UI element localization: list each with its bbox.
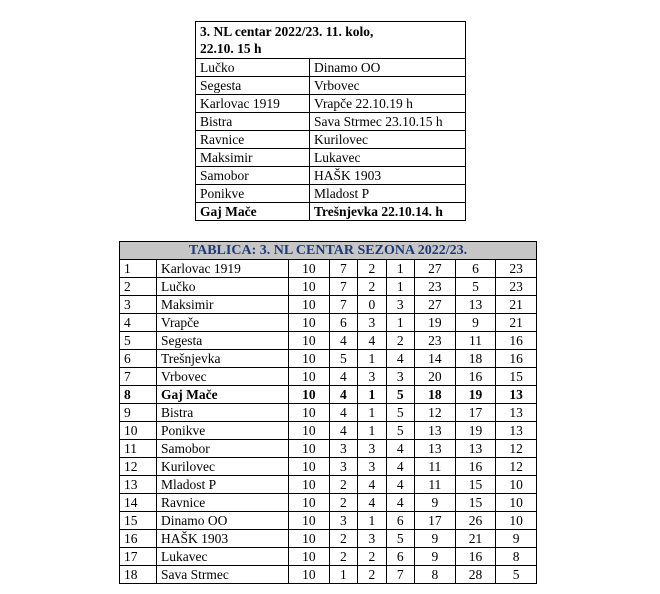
standings-goals-against: 21 [455, 530, 496, 548]
standings-drawn: 3 [358, 440, 386, 458]
standings-drawn: 1 [358, 404, 386, 422]
standings-team: Vrbovec [157, 368, 289, 386]
standings-goals-against: 19 [455, 386, 496, 404]
standings-goals-against: 13 [455, 296, 496, 314]
standings-lost: 1 [386, 278, 414, 296]
standings-position: 15 [120, 512, 157, 530]
fixture-away-team: HAŠK 1903 [310, 167, 466, 185]
standings-goals-for: 23 [415, 278, 456, 296]
standings-goals-against: 17 [455, 404, 496, 422]
standings-team: Sava Strmec [157, 566, 289, 584]
fixtures-body [196, 59, 466, 221]
standings-won: 6 [329, 314, 357, 332]
fixture-home-team: Ravnice [196, 131, 310, 149]
fixture-away-team: Mladost P [310, 185, 466, 203]
standings-drawn: 1 [358, 512, 386, 530]
standings-played: 10 [289, 404, 330, 422]
standings-goals-against: 16 [455, 368, 496, 386]
fixture-row [196, 167, 466, 185]
standings-drawn: 1 [358, 422, 386, 440]
standings-team: Ravnice [157, 494, 289, 512]
standings-lost: 1 [386, 260, 414, 278]
fixture-away-team: Vrbovec [310, 77, 466, 95]
fixture-home-team: Bistra [196, 113, 310, 131]
standings-lost: 2 [386, 332, 414, 350]
standings-lost: 4 [386, 440, 414, 458]
standings-goals-for: 13 [415, 440, 456, 458]
standings-won: 4 [329, 422, 357, 440]
fixtures-title [196, 22, 466, 59]
standings-lost: 4 [386, 494, 414, 512]
standings-team: Lučko [157, 278, 289, 296]
standings-lost: 4 [386, 476, 414, 494]
standings-lost: 7 [386, 566, 414, 584]
standings-played: 10 [289, 440, 330, 458]
standings-points: 16 [496, 350, 537, 368]
standings-points: 12 [496, 458, 537, 476]
fixture-home-team: Ponikve [196, 185, 310, 203]
standings-played: 10 [289, 314, 330, 332]
standings-won: 2 [329, 494, 357, 512]
standings-lost: 4 [386, 458, 414, 476]
standings-goals-against: 11 [455, 332, 496, 350]
standings-row [120, 566, 537, 584]
fixture-row [196, 203, 466, 221]
standings-goals-for: 9 [415, 494, 456, 512]
standings-points: 21 [496, 314, 537, 332]
standings-position: 8 [120, 386, 157, 404]
standings-row [120, 458, 537, 476]
standings-position: 18 [120, 566, 157, 584]
standings-position: 9 [120, 404, 157, 422]
standings-goals-against: 18 [455, 350, 496, 368]
fixture-home-team: Segesta [196, 77, 310, 95]
standings-goals-against: 16 [455, 458, 496, 476]
standings-team: Maksimir [157, 296, 289, 314]
standings-row [120, 368, 537, 386]
standings-drawn: 2 [358, 260, 386, 278]
standings-position: 10 [120, 422, 157, 440]
standings-played: 10 [289, 530, 330, 548]
fixture-away-team: Sava Strmec 23.10.15 h [310, 113, 466, 131]
standings-played: 10 [289, 512, 330, 530]
fixture-row [196, 131, 466, 149]
standings-goals-for: 14 [415, 350, 456, 368]
standings-played: 10 [289, 422, 330, 440]
standings-lost: 5 [386, 404, 414, 422]
standings-played: 10 [289, 296, 330, 314]
standings-goals-for: 11 [415, 458, 456, 476]
standings-goals-for: 27 [415, 260, 456, 278]
fixture-row [196, 149, 466, 167]
standings-row [120, 278, 537, 296]
standings-position: 6 [120, 350, 157, 368]
standings-goals-for: 18 [415, 386, 456, 404]
standings-team: Kurilovec [157, 458, 289, 476]
standings-position: 1 [120, 260, 157, 278]
standings-team: HAŠK 1903 [157, 530, 289, 548]
standings-goals-against: 28 [455, 566, 496, 584]
standings-points: 13 [496, 422, 537, 440]
fixture-home-team: Lučko [196, 59, 310, 77]
standings-drawn: 3 [358, 368, 386, 386]
standings-lost: 3 [386, 368, 414, 386]
standings-points: 12 [496, 440, 537, 458]
fixture-away-team: Trešnjevka 22.10.14. h [310, 203, 466, 221]
fixture-away-team: Vrapče 22.10.19 h [310, 95, 466, 113]
fixture-home-team: Karlovac 1919 [196, 95, 310, 113]
standings-team: Gaj Mače [157, 386, 289, 404]
standings-row [120, 296, 537, 314]
standings-team: Bistra [157, 404, 289, 422]
standings-played: 10 [289, 566, 330, 584]
standings-won: 4 [329, 404, 357, 422]
standings-team: Vrapče [157, 314, 289, 332]
standings-goals-against: 16 [455, 548, 496, 566]
standings-points: 9 [496, 530, 537, 548]
standings-points: 16 [496, 332, 537, 350]
standings-played: 10 [289, 332, 330, 350]
standings-body [120, 260, 537, 584]
fixture-row [196, 185, 466, 203]
standings-drawn: 4 [358, 494, 386, 512]
standings-row [120, 260, 537, 278]
standings-lost: 5 [386, 530, 414, 548]
standings-drawn: 2 [358, 278, 386, 296]
standings-goals-against: 6 [455, 260, 496, 278]
standings-team: Mladost P [157, 476, 289, 494]
fixtures-title-line1: 3. NL centar 2022/23. 11. kolo, [200, 24, 374, 39]
standings-won: 4 [329, 368, 357, 386]
standings-points: 23 [496, 260, 537, 278]
standings-team: Ponikve [157, 422, 289, 440]
standings-lost: 5 [386, 422, 414, 440]
standings-team: Segesta [157, 332, 289, 350]
standings-played: 10 [289, 260, 330, 278]
standings-points: 23 [496, 278, 537, 296]
fixture-row [196, 77, 466, 95]
standings-played: 10 [289, 458, 330, 476]
fixtures-table [195, 21, 466, 221]
standings-row [120, 512, 537, 530]
standings-goals-for: 13 [415, 422, 456, 440]
fixture-row [196, 59, 466, 77]
standings-position: 5 [120, 332, 157, 350]
standings-played: 10 [289, 476, 330, 494]
standings-table [119, 241, 537, 584]
standings-lost: 6 [386, 548, 414, 566]
standings-won: 2 [329, 476, 357, 494]
fixture-away-team: Lukavec [310, 149, 466, 167]
fixture-home-team: Maksimir [196, 149, 310, 167]
standings-row [120, 422, 537, 440]
standings-points: 10 [496, 476, 537, 494]
standings-goals-against: 15 [455, 494, 496, 512]
standings-goals-against: 19 [455, 422, 496, 440]
standings-played: 10 [289, 548, 330, 566]
standings-points: 10 [496, 512, 537, 530]
standings-goals-against: 5 [455, 278, 496, 296]
standings-won: 4 [329, 386, 357, 404]
standings-goals-for: 20 [415, 368, 456, 386]
standings-points: 21 [496, 296, 537, 314]
standings-won: 7 [329, 278, 357, 296]
standings-position: 2 [120, 278, 157, 296]
standings-lost: 6 [386, 512, 414, 530]
standings-won: 3 [329, 440, 357, 458]
fixtures-title-line2: 22.10. 15 h [200, 41, 262, 56]
standings-drawn: 1 [358, 350, 386, 368]
standings-position: 14 [120, 494, 157, 512]
standings-goals-for: 17 [415, 512, 456, 530]
standings-goals-against: 26 [455, 512, 496, 530]
fixture-row [196, 113, 466, 131]
standings-goals-for: 27 [415, 296, 456, 314]
standings-points: 8 [496, 548, 537, 566]
standings-drawn: 3 [358, 314, 386, 332]
standings-team: Trešnjevka [157, 350, 289, 368]
standings-goals-for: 19 [415, 314, 456, 332]
standings-won: 3 [329, 512, 357, 530]
standings-goals-against: 15 [455, 476, 496, 494]
standings-title-row [120, 242, 537, 260]
fixtures-title-row [196, 22, 466, 59]
standings-goals-for: 11 [415, 476, 456, 494]
standings-team: Karlovac 1919 [157, 260, 289, 278]
standings-played: 10 [289, 368, 330, 386]
standings-goals-for: 23 [415, 332, 456, 350]
standings-position: 13 [120, 476, 157, 494]
standings-drawn: 4 [358, 332, 386, 350]
standings-won: 7 [329, 296, 357, 314]
standings-goals-for: 9 [415, 530, 456, 548]
standings-points: 10 [496, 494, 537, 512]
fixture-row [196, 95, 466, 113]
standings-won: 1 [329, 566, 357, 584]
standings-goals-for: 8 [415, 566, 456, 584]
standings-row [120, 476, 537, 494]
standings-drawn: 3 [358, 458, 386, 476]
standings-drawn: 4 [358, 476, 386, 494]
standings-played: 10 [289, 278, 330, 296]
standings-drawn: 0 [358, 296, 386, 314]
standings-points: 5 [496, 566, 537, 584]
standings-drawn: 2 [358, 548, 386, 566]
standings-won: 5 [329, 350, 357, 368]
standings-lost: 4 [386, 350, 414, 368]
standings-row [120, 350, 537, 368]
standings-row [120, 440, 537, 458]
fixture-away-team: Kurilovec [310, 131, 466, 149]
standings-won: 3 [329, 458, 357, 476]
standings-won: 4 [329, 332, 357, 350]
standings-position: 17 [120, 548, 157, 566]
standings-played: 10 [289, 386, 330, 404]
standings-row [120, 332, 537, 350]
standings-goals-against: 13 [455, 440, 496, 458]
standings-position: 11 [120, 440, 157, 458]
standings-lost: 3 [386, 296, 414, 314]
standings-played: 10 [289, 494, 330, 512]
standings-lost: 1 [386, 314, 414, 332]
standings-row [120, 530, 537, 548]
standings-points: 13 [496, 404, 537, 422]
standings-won: 2 [329, 530, 357, 548]
standings-team: Dinamo OO [157, 512, 289, 530]
standings-position: 4 [120, 314, 157, 332]
standings-row [120, 548, 537, 566]
standings-won: 2 [329, 548, 357, 566]
standings-row [120, 314, 537, 332]
standings-goals-for: 12 [415, 404, 456, 422]
standings-row [120, 494, 537, 512]
standings-drawn: 1 [358, 386, 386, 404]
fixture-away-team: Dinamo OO [310, 59, 466, 77]
standings-won: 7 [329, 260, 357, 278]
standings-position: 16 [120, 530, 157, 548]
standings-drawn: 3 [358, 530, 386, 548]
fixture-home-team: Samobor [196, 167, 310, 185]
standings-position: 12 [120, 458, 157, 476]
standings-team: Lukavec [157, 548, 289, 566]
standings-position: 7 [120, 368, 157, 386]
standings-title: TABLICA: 3. NL CENTAR SEZONA 2022/23. [120, 242, 537, 260]
standings-points: 15 [496, 368, 537, 386]
standings-team: Samobor [157, 440, 289, 458]
standings-row [120, 404, 537, 422]
fixture-home-team: Gaj Mače [196, 203, 310, 221]
standings-position: 3 [120, 296, 157, 314]
standings-row [120, 386, 537, 404]
standings-lost: 5 [386, 386, 414, 404]
standings-drawn: 2 [358, 566, 386, 584]
standings-points: 13 [496, 386, 537, 404]
standings-goals-for: 9 [415, 548, 456, 566]
standings-goals-against: 9 [455, 314, 496, 332]
standings-played: 10 [289, 350, 330, 368]
